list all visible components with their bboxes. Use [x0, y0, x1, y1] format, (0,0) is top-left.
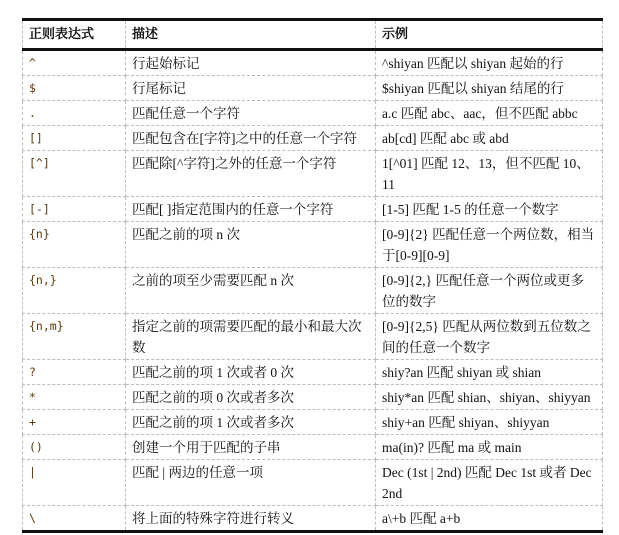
- description-cell: 匹配之前的项 n 次: [126, 222, 376, 268]
- regex-cell: |: [23, 460, 126, 506]
- regex-cell: +: [23, 410, 126, 435]
- example-cell: $shiyan 匹配以 shiyan 结尾的行: [376, 76, 603, 101]
- description-cell: 创建一个用于匹配的子串: [126, 435, 376, 460]
- example-cell: shiy?an 匹配 shiyan 或 shian: [376, 360, 603, 385]
- example-cell: [1-5] 匹配 1-5 的任意一个数字: [376, 197, 603, 222]
- table-row: [23, 76, 603, 101]
- table-row: [23, 435, 603, 460]
- regex-cell: ^: [23, 50, 126, 76]
- regex-cell: .: [23, 101, 126, 126]
- description-cell: 匹配除[^字符]之外的任意一个字符: [126, 151, 376, 197]
- description-cell: 匹配[ ]指定范围内的任意一个字符: [126, 197, 376, 222]
- regex-reference-table: [22, 18, 603, 533]
- table-header-row: [23, 20, 603, 50]
- description-cell: 匹配 | 两边的任意一项: [126, 460, 376, 506]
- example-cell: ab[cd] 匹配 abc 或 abd: [376, 126, 603, 151]
- regex-cell: {n,}: [23, 268, 126, 314]
- description-cell: 匹配之前的项 1 次或者多次: [126, 410, 376, 435]
- table-row: [23, 314, 603, 360]
- table-row: [23, 410, 603, 435]
- description-cell: 行尾标记: [126, 76, 376, 101]
- regex-cell: {n}: [23, 222, 126, 268]
- example-cell: [0-9]{2,} 匹配任意一个两位或更多位的数字: [376, 268, 603, 314]
- table-row: [23, 222, 603, 268]
- table-row: [23, 506, 603, 532]
- table-row: [23, 460, 603, 506]
- table-row: [23, 197, 603, 222]
- example-cell: 1[^01] 匹配 12、13，但不匹配 10、11: [376, 151, 603, 197]
- regex-cell: (): [23, 435, 126, 460]
- regex-cell: {n,m}: [23, 314, 126, 360]
- example-cell: ma(in)? 匹配 ma 或 main: [376, 435, 603, 460]
- example-cell: a\+b 匹配 a+b: [376, 506, 603, 532]
- table-row: [23, 360, 603, 385]
- regex-cell: *: [23, 385, 126, 410]
- example-cell: shiy*an 匹配 shian、shiyan、shiyyan: [376, 385, 603, 410]
- regex-cell: []: [23, 126, 126, 151]
- header-example: 示例: [376, 20, 603, 50]
- example-cell: a.c 匹配 abc、aac，但不匹配 abbc: [376, 101, 603, 126]
- example-cell: Dec (1st | 2nd) 匹配 Dec 1st 或者 Dec 2nd: [376, 460, 603, 506]
- example-cell: shiy+an 匹配 shiyan、shiyyan: [376, 410, 603, 435]
- regex-cell: [^]: [23, 151, 126, 197]
- description-cell: 匹配任意一个字符: [126, 101, 376, 126]
- regex-cell: \: [23, 506, 126, 532]
- regex-cell: [-]: [23, 197, 126, 222]
- description-cell: 行起始标记: [126, 50, 376, 76]
- description-cell: 匹配之前的项 1 次或者 0 次: [126, 360, 376, 385]
- regex-cell: $: [23, 76, 126, 101]
- table-row: [23, 385, 603, 410]
- description-cell: 将上面的特殊字符进行转义: [126, 506, 376, 532]
- description-cell: 之前的项至少需要匹配 n 次: [126, 268, 376, 314]
- description-cell: 匹配包含在[字符]之中的任意一个字符: [126, 126, 376, 151]
- table-row: [23, 50, 603, 76]
- header-description: 描述: [126, 20, 376, 50]
- example-cell: [0-9]{2,5} 匹配从两位数到五位数之间的任意一个数字: [376, 314, 603, 360]
- table-row: [23, 101, 603, 126]
- table-row: [23, 126, 603, 151]
- description-cell: 指定之前的项需要匹配的最小和最大次数: [126, 314, 376, 360]
- example-cell: ^shiyan 匹配以 shiyan 起始的行: [376, 50, 603, 76]
- regex-cell: ?: [23, 360, 126, 385]
- example-cell: [0-9]{2} 匹配任意一个两位数，相当于[0-9][0-9]: [376, 222, 603, 268]
- table-row: [23, 151, 603, 197]
- description-cell: 匹配之前的项 0 次或者多次: [126, 385, 376, 410]
- header-regex: 正则表达式: [23, 20, 126, 50]
- table-row: [23, 268, 603, 314]
